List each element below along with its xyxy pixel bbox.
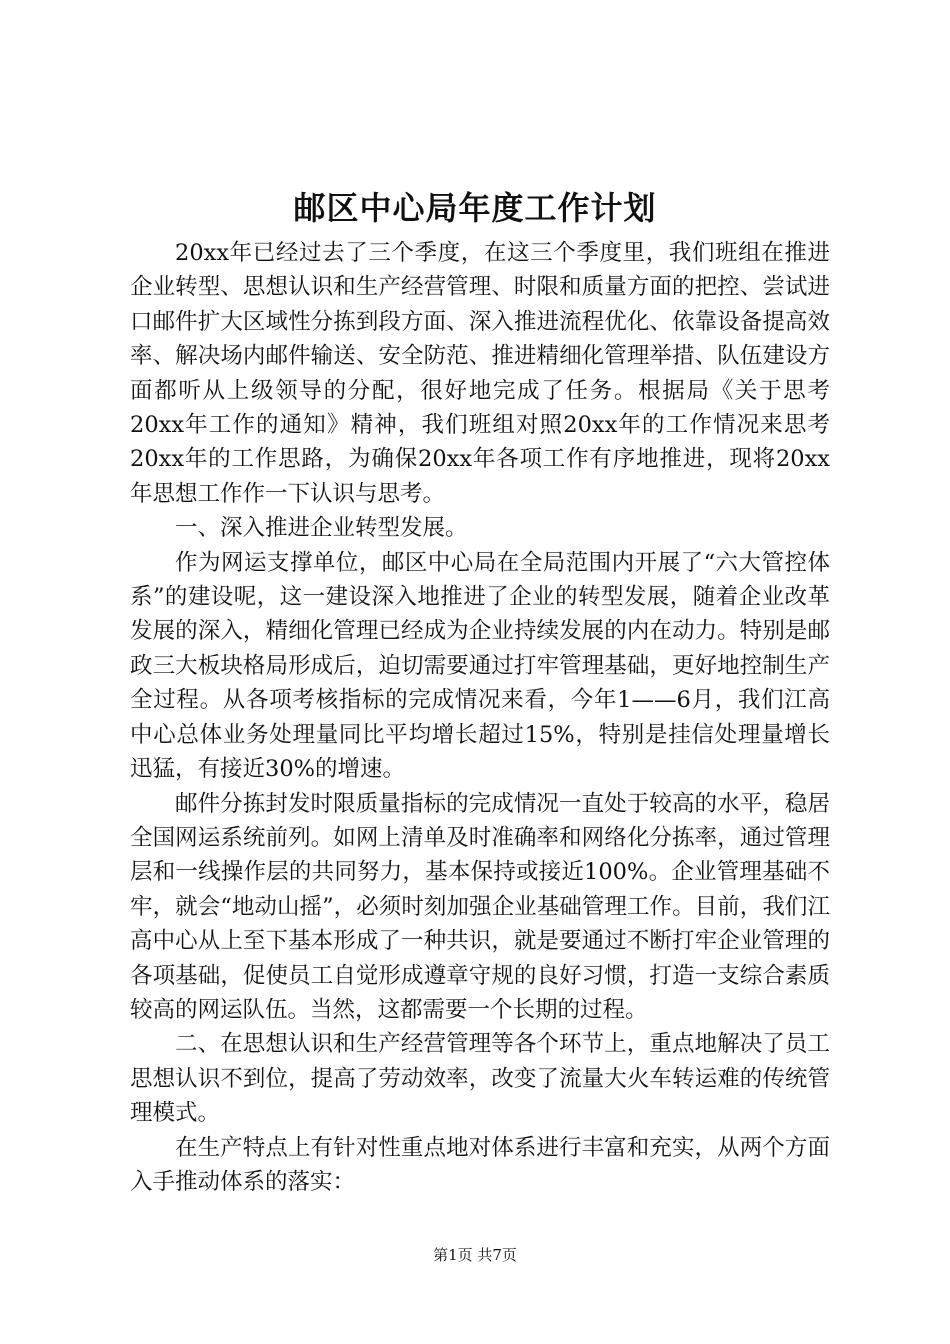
- document-body: [130, 236, 830, 1199]
- section-heading-1: 一、深入推进企业转型发展。: [175, 515, 468, 542]
- section-heading-2: 二、在思想认识和生产经营管理等各个环节上，重点地解决了员工思想认识不到位，提高了劳动效率，改变了流量大火车转运难的传统管理模式。: [130, 1031, 830, 1127]
- document-title: 邮区中心局年度工作计划: [293, 189, 657, 227]
- paragraph-section-2: 在生产特点上有针对性重点地对体系进行丰富和充实，从两个方面入手推动体系的落实：: [130, 1134, 830, 1195]
- paragraph-sorting-quality: 邮件分拣封发时限质量指标的完成情况一直处于较高的水平，稳居全国网运系统前列。如网上清单及时准确率和网络化分拣率，通过管理层和一线操作层的共同努力，基本保持或接近100%。企业管理基础不牢，就会“地动山摇”，必须时刻加强企业基础管理工作。目前，我们江高中心从上至下基本形成了一种共识，就是要通过不断打牢企业管理的各项基础，促使员工自觉形成遵章守规的良好习惯，打造一支综合素质较高的网运队伍。当然，这都需要一个长期的过程。: [130, 790, 830, 1023]
- paragraph-section-1: 作为网运支撑单位，邮区中心局在全局范围内开展了“六大管控体系”的建设呢，这一建设深入地推进了企业的转型发展，随着企业改革发展的深入，精细化管理已经成为企业持续发展的内在动力。特别是邮政三大板块格局形成后，迫切需要通过打牢管理基础，更好地控制生产全过程。从各项考核指标的完成情况来看，今年1——6月，我们江高中心总体业务处理量同比平均增长超过15%，特别是挂信处理量增长迅猛，有接近30%的增速。: [130, 549, 830, 783]
- paragraph-intro: 20xx年已经过去了三个季度，在这三个季度里，我们班组在推进企业转型、思想认识和生产经营管理、时限和质量方面的把控、尝试进口邮件扩大区域性分拣到段方面、深入推进流程优化、依靠设备提高效率、解决场内邮件输送、安全防范、推进精细化管理举措、队伍建设方面都听从上级领导的分配，很好地完成了任务。根据局《关于思考20xx年工作的通知》精神，我们班组对照20xx年的工作情况来思考20xx年的工作思路，为确保20xx年各项工作有序地推进，现将20xx年思想工作作一下认识与思考。: [130, 240, 830, 507]
- page-number-footer: 第1页 共7页: [433, 1246, 517, 1264]
